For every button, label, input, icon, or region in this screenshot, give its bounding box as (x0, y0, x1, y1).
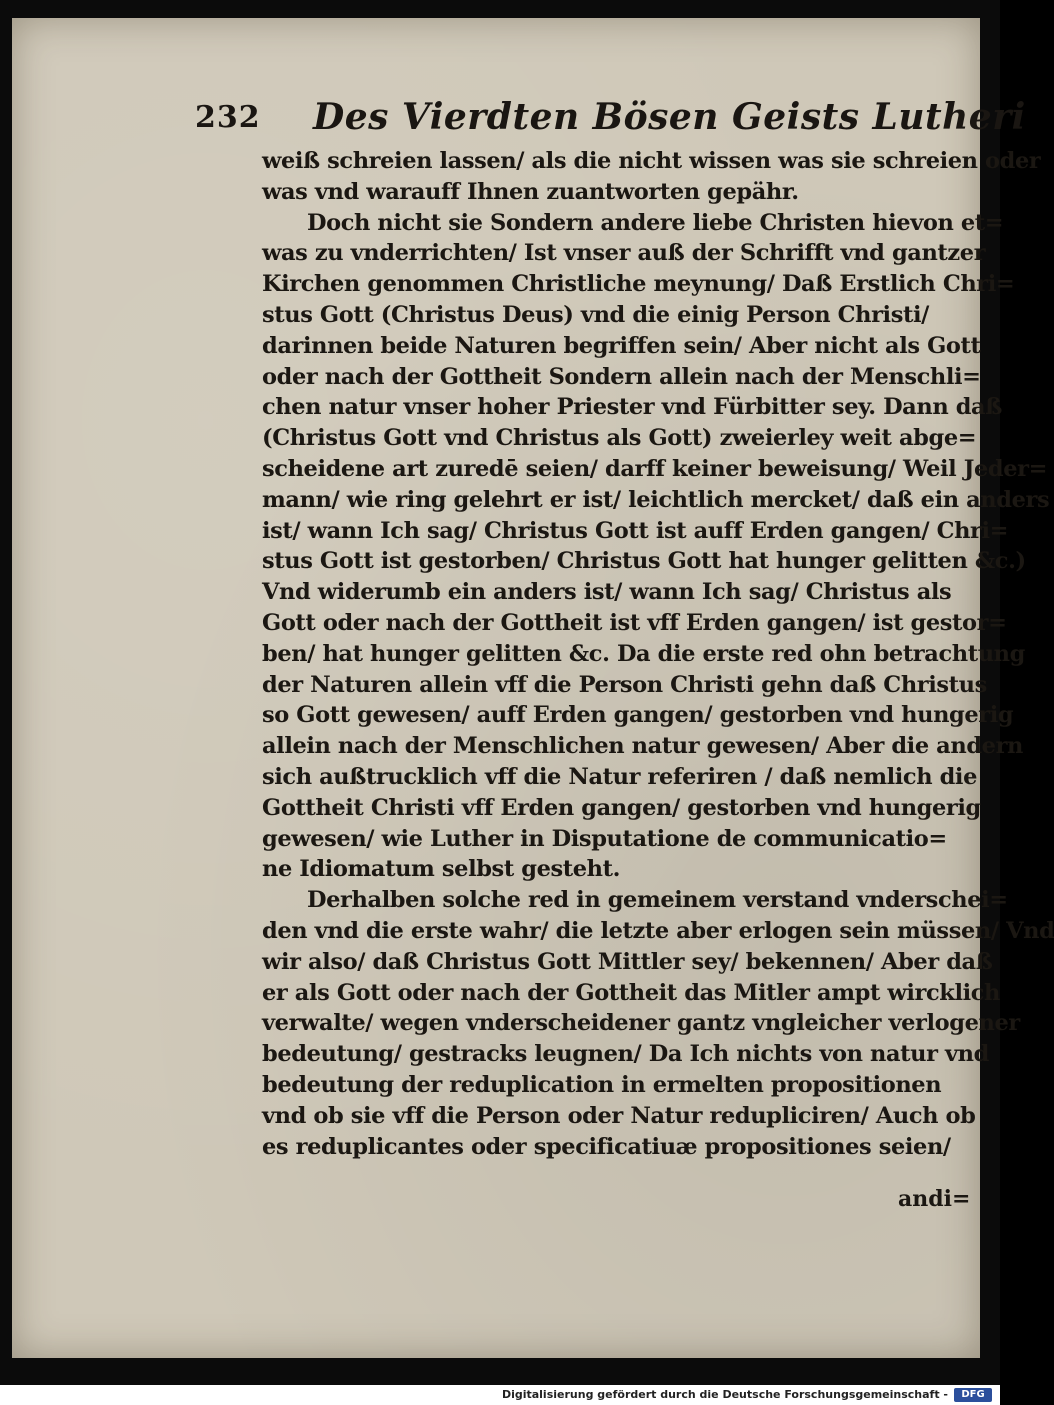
text-line: Gott oder nach der Gottheit ist vff Erden gangen/ ist gestor= (262, 609, 1007, 636)
page-header (195, 96, 1026, 146)
text-line: ne Idiomatum selbst gesteht. (262, 856, 621, 883)
text-line: ben/ hat hunger gelitten &c. Da die erste red ohn betrachtung (262, 640, 1025, 667)
text-line: Doch nicht sie Sondern andere liebe Christen hievon et= (307, 209, 1004, 236)
text-line: er als Gott oder nach der Gottheit das Mitler ampt wircklich (262, 979, 1001, 1006)
text-line: den vnd die erste wahr/ die letzte aber erlogen sein müssen/ Vnd (262, 917, 1054, 944)
body-text (262, 146, 1054, 1162)
text-line: ist/ wann Ich sag/ Christus Gott ist auff Erden gangen/ Chri= (262, 517, 1009, 544)
text-line: oder nach der Gottheit Sondern allein nach der Menschli= (262, 363, 981, 390)
text-line: scheidene art zuredē seien/ darff keiner beweisung/ Weil Jeder= (262, 455, 1048, 482)
text-line: der Naturen allein vff die Person Christi gehn daß Christus (262, 671, 987, 698)
text-line: vnd ob sie vff die Person oder Natur redupliciren/ Auch ob (262, 1102, 976, 1129)
text-line: (Christus Gott vnd Christus als Gott) zweierley weit abge= (262, 425, 977, 452)
text-line: Vnd widerumb ein anders ist/ wann Ich sag/ Christus als (262, 579, 952, 606)
text-line: stus Gott (Christus Deus) vnd die einig Person Christi/ (262, 301, 929, 328)
text-line: bedeutung/ gestracks leugnen/ Da Ich nichts von natur vnd (262, 1041, 989, 1068)
text-line: mann/ wie ring gelehrt er ist/ leichtlich mercket/ daß ein anders (262, 486, 1050, 513)
text-line: stus Gott ist gestorben/ Christus Gott hat hunger gelitten &c.) (262, 548, 1026, 575)
text-line: weiß schreien lassen/ als die nicht wissen was sie schreien oder (262, 148, 1041, 174)
footer-bar (0, 1385, 1000, 1405)
text-line: sich außtrucklich vff die Natur referiren / daß nemlich die (262, 763, 977, 790)
text-line: was vnd warauff Ihnen zuantworten gepähr. (262, 178, 799, 205)
text-line: Kirchen genommen Christliche meynung/ Daß Erstlich Chri= (262, 271, 1015, 298)
page-number: 232 (195, 100, 261, 135)
funding-notice: Digitalisierung gefördert durch die Deutsche Forschungsgemeinschaft - (501, 1388, 948, 1401)
catchword: andi= (898, 1186, 971, 1212)
text-line: allein nach der Menschlichen natur gewesen/ Aber die andern (262, 733, 1023, 760)
text-line: bedeutung der reduplication in ermelten propositionen (262, 1071, 942, 1098)
text-line: wir also/ daß Christus Gott Mittler sey/ bekennen/ Aber daß (262, 948, 993, 975)
text-line: es reduplicantes oder specificatiuæ propositiones seien/ (262, 1133, 951, 1160)
text-line: chen natur vnser hoher Priester vnd Fürbitter sey. Dann daß (262, 394, 1002, 421)
text-line: was zu vnderrichten/ Ist vnser auß der Schrifft vnd gantzer (262, 240, 986, 267)
text-line: so Gott gewesen/ auff Erden gangen/ gestorben vnd hungerig (262, 702, 1014, 729)
text-line: verwalte/ wegen vnderscheidener gantz vngleicher verlogener (262, 1010, 1020, 1037)
text-line: gewesen/ wie Luther in Disputatione de communicatio= (262, 825, 947, 852)
text-line: Derhalben solche red in gemeinem verstand vnderschei= (307, 887, 1008, 914)
text-line: darinnen beide Naturen begriffen sein/ Aber nicht als Gott (262, 332, 981, 359)
dfg-logo: DFG (954, 1388, 992, 1402)
running-head: Des Vierdten Bösen Geists Lutheri (313, 96, 1026, 138)
text-line: Gottheit Christi vff Erden gangen/ gestorben vnd hungerig (262, 794, 981, 821)
